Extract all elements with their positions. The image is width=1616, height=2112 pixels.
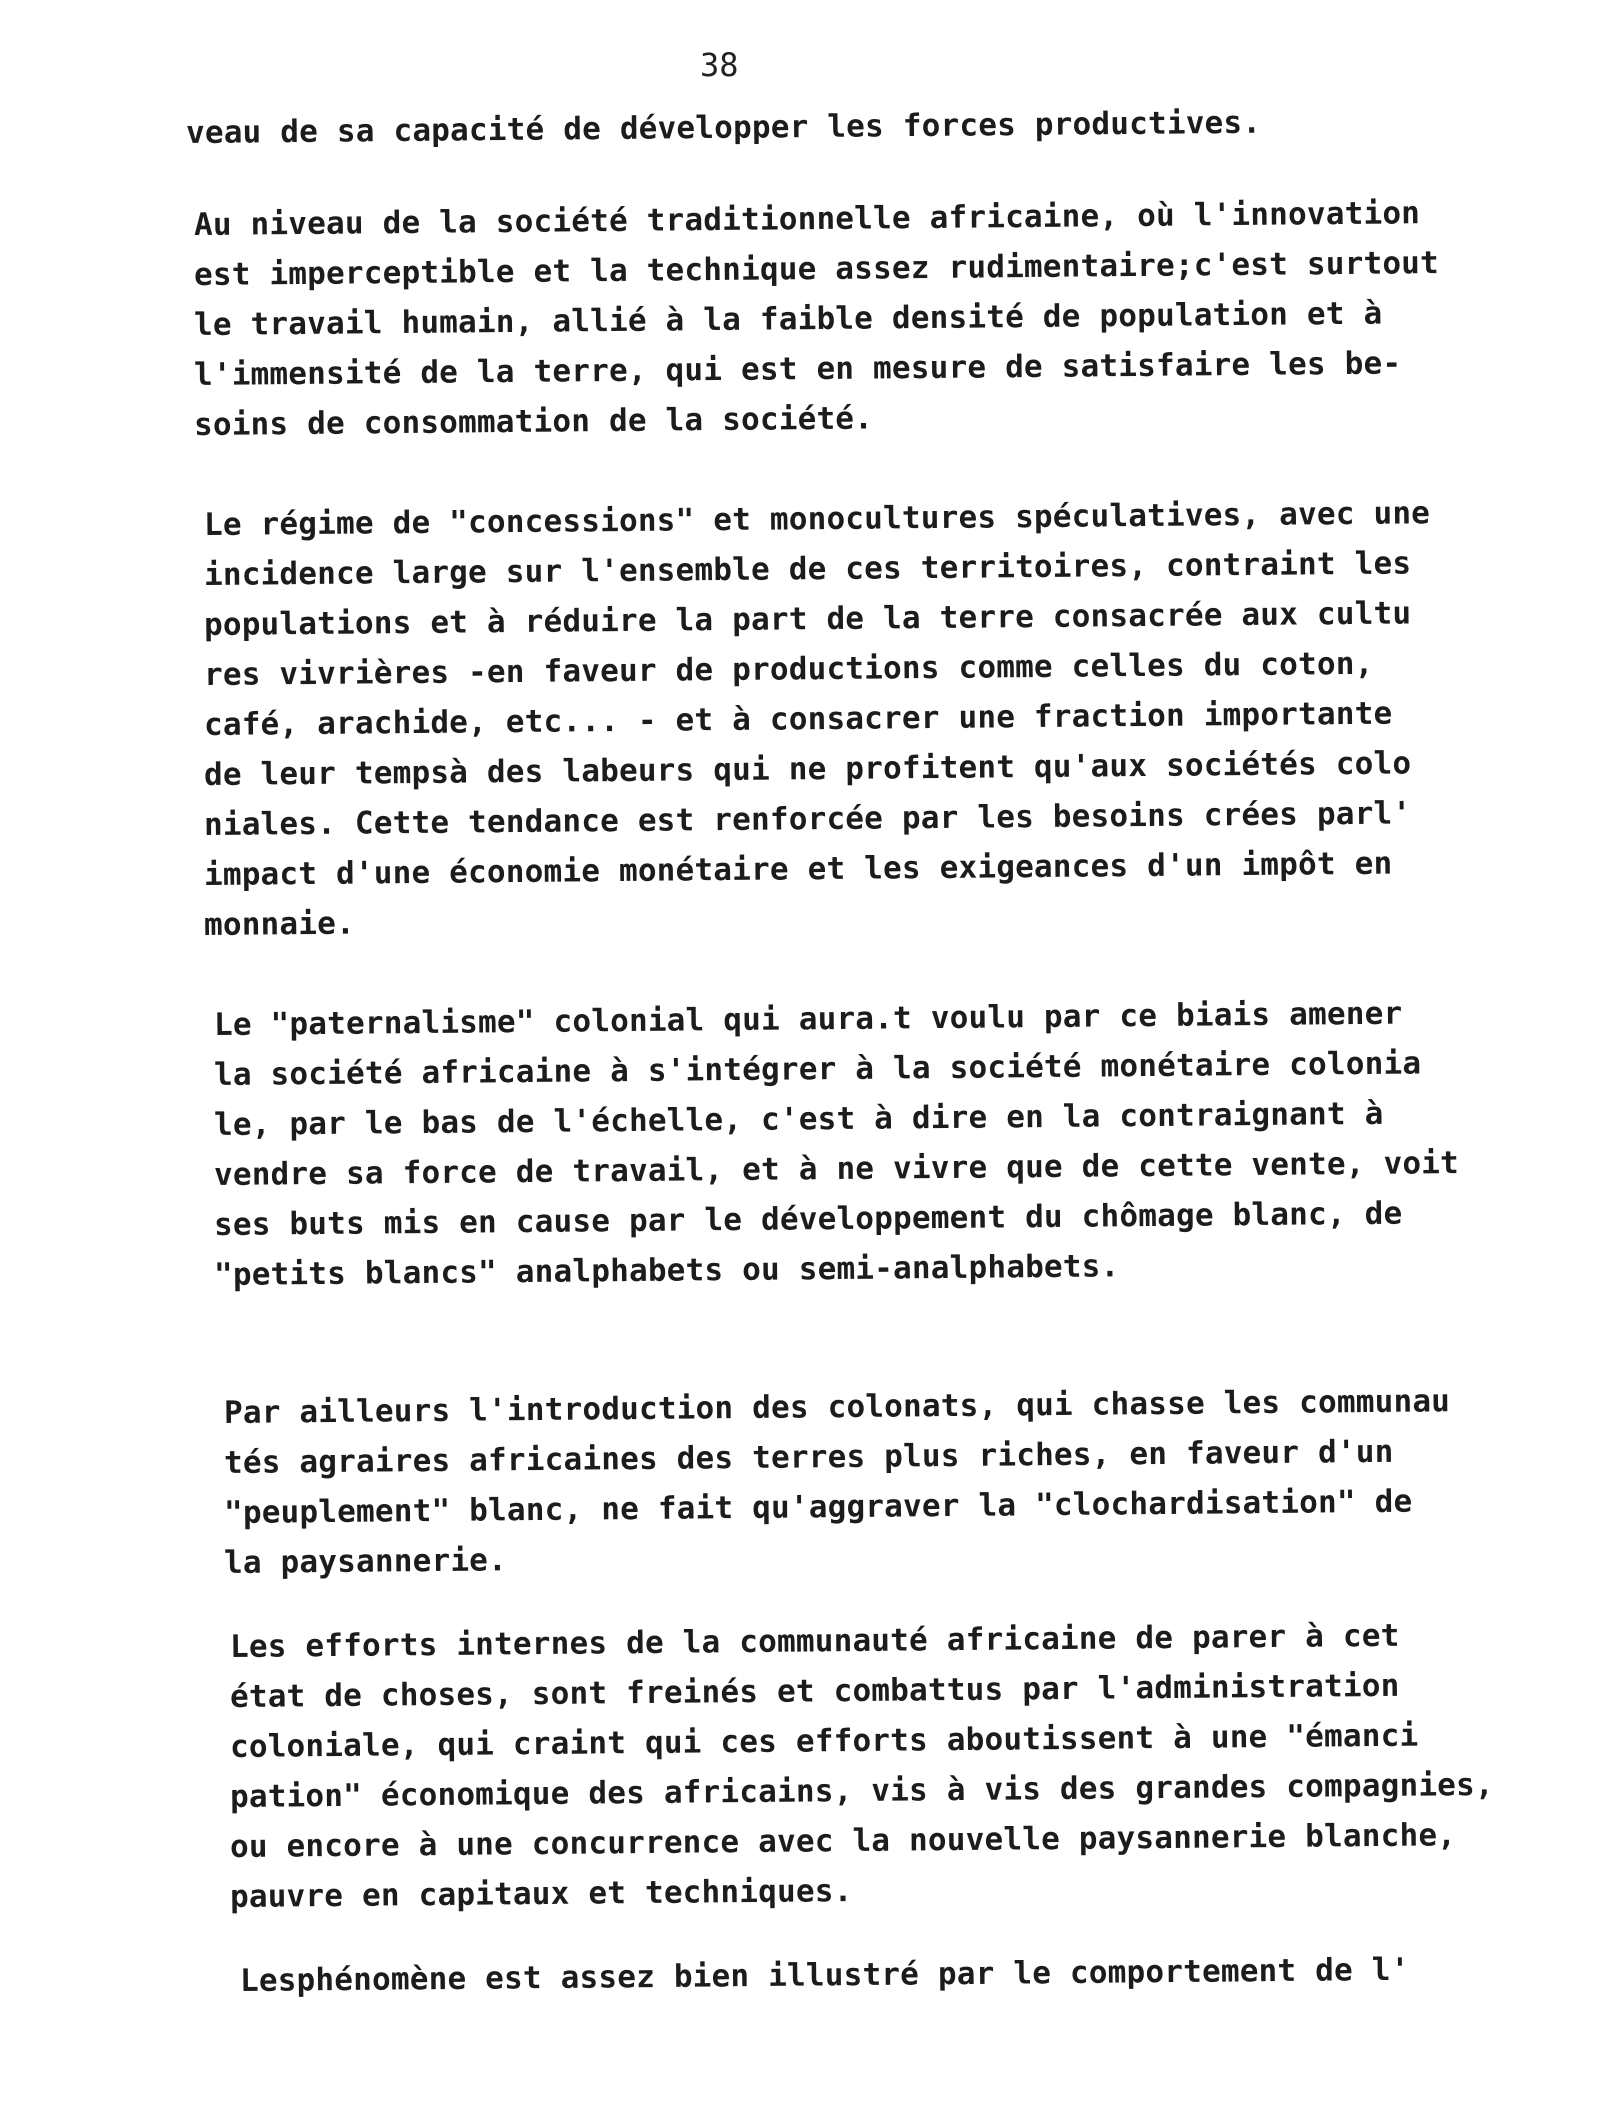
text-line: la paysannerie. — [223, 1542, 508, 1581]
text-line: soins de consommation de la société. — [193, 400, 874, 443]
paragraph-6 — [229, 1617, 1616, 1922]
text-line: Par ailleurs l'introduction des colonats, qui chasse les communau — [223, 1383, 1451, 1431]
text-line: est imperceptible et la technique assez rudimentaire;c'est surtout — [193, 245, 1440, 293]
text-line: veau de sa capacité de développer les forces productives. — [185, 104, 1262, 151]
paragraph-4 — [213, 995, 1614, 1300]
text-line: populations et à réduire la part de la terre consacrée aux cultu — [203, 595, 1412, 643]
text-line: impact d'une économie monétaire et les exigeances d'un impôt en — [203, 845, 1393, 893]
text-line: Lesphénomène est assez bien illustré par le comportement de l' — [239, 1951, 1410, 1999]
paragraph-7 — [239, 1951, 1616, 2006]
text-line: la société africaine à s'intégrer à la société monétaire colonia — [213, 1045, 1422, 1093]
text-line: vendre sa force de travail, et à ne vivre que de cette vente, voit — [213, 1145, 1460, 1193]
text-line: tés agraires africaines des terres plus riches, en faveur d'un — [223, 1433, 1394, 1481]
text-line: Le "paternalisme" colonial qui aura.t voulu par ce biais amener — [213, 995, 1403, 1043]
paragraph-3 — [203, 495, 1604, 950]
text-line: incidence large sur l'ensemble de ces territoires, contraint les — [203, 545, 1412, 593]
text-line: niales. Cette tendance est renforcée par les besoins crées parl' — [203, 795, 1412, 843]
text-line: le travail humain, allié à la faible densité de population et à — [193, 295, 1383, 343]
page-number: 38 — [700, 46, 739, 84]
text-line: ses buts mis en cause par le développement du chômage blanc, de — [213, 1195, 1403, 1243]
paragraph-2 — [193, 195, 1594, 450]
paragraph-1 — [185, 104, 1586, 158]
text-line: de leur tempsà des labeurs qui ne profitent qu'aux sociétés colo — [203, 745, 1412, 793]
text-line: monnaie. — [203, 905, 356, 943]
text-line: pation" économique des africains, vis à vis des grandes compagnies, — [229, 1766, 1494, 1815]
text-line: res vivrières -en faveur de productions comme celles du coton, — [203, 645, 1374, 693]
paragraph-5 — [223, 1383, 1616, 1588]
text-line: café, arachide, etc... - et à consacrer une fraction importante — [203, 695, 1393, 743]
text-line: l'immensité de la terre, qui est en mesure de satisfaire les be- — [193, 345, 1402, 393]
text-line: ou encore à une concurrence avec la nouvelle paysannerie blanche, — [229, 1817, 1457, 1865]
text-line: Au niveau de la société traditionnelle africaine, où l'innovation — [193, 195, 1421, 243]
text-line: état de choses, sont freinés et combattus par l'administration — [229, 1667, 1400, 1715]
text-line: Le régime de "concessions" et monocultures spéculatives, avec une — [203, 495, 1431, 543]
text-line: le, par le bas de l'échelle, c'est à dire en la contraignant à — [213, 1095, 1384, 1143]
text-line: "petits blancs" analphabets ou semi-analphabets. — [213, 1248, 1120, 1293]
text-line: Les efforts internes de la communauté africaine de parer à cet — [229, 1617, 1400, 1665]
text-line: coloniale, qui craint qui ces efforts aboutissent à une "émanci — [229, 1717, 1419, 1765]
text-line: pauvre en capitaux et techniques. — [229, 1873, 853, 1915]
text-line: "peuplement" blanc, ne fait qu'aggraver la "clochardisation" de — [223, 1483, 1413, 1531]
